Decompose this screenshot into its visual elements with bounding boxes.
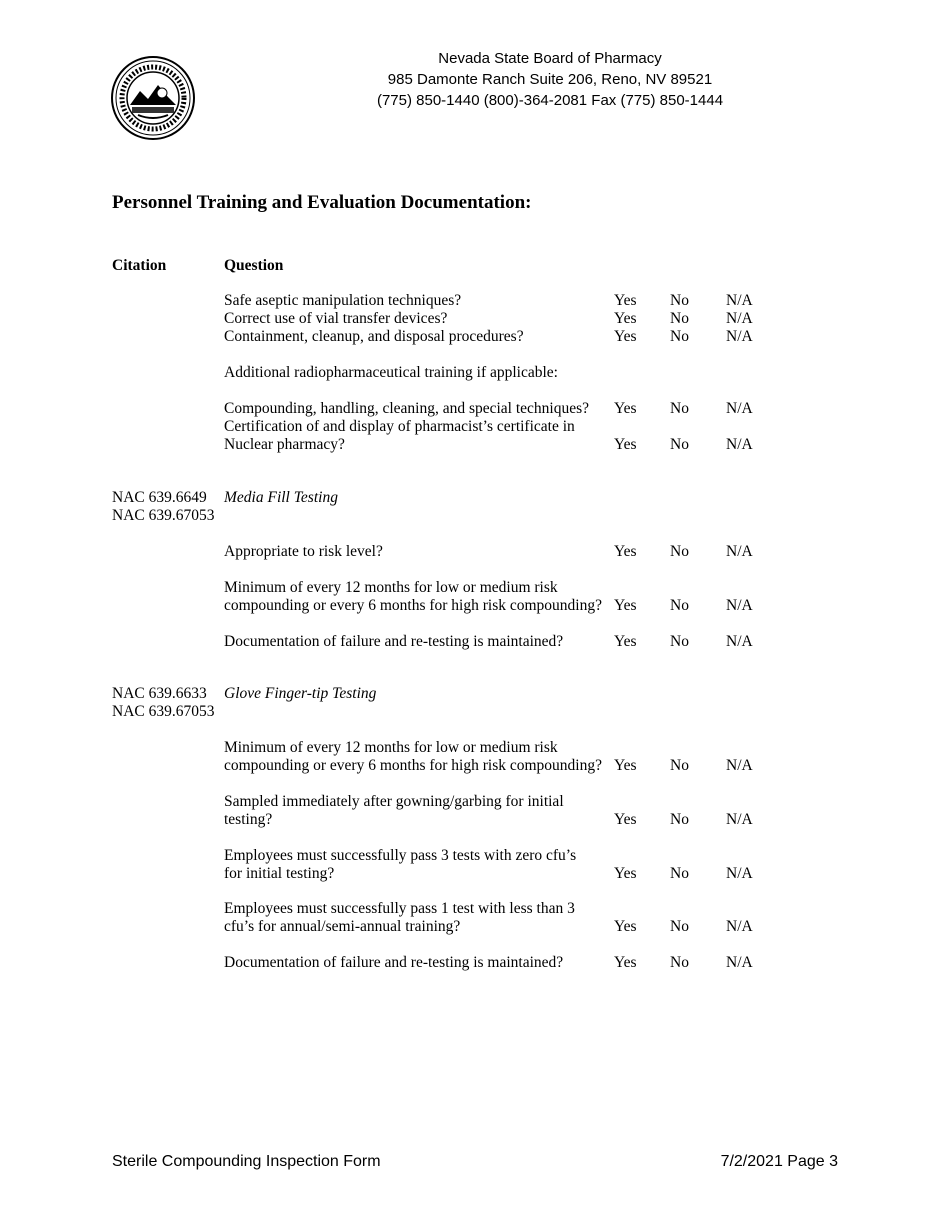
question-text: Sampled immediately after gowning/garbing for initial (224, 793, 564, 810)
subsection-label: Additional radiopharmaceutical training if applicable: (224, 364, 558, 381)
subsection-heading: Media Fill Testing (224, 489, 338, 506)
question-text: Containment, cleanup, and disposal procedures? (224, 328, 524, 345)
question-text: Minimum of every 12 months for low or medium risk (224, 579, 558, 596)
answer-no[interactable]: No (670, 811, 689, 828)
answer-na[interactable]: N/A (726, 954, 753, 971)
answer-yes[interactable]: Yes (614, 918, 637, 935)
answer-no[interactable]: No (670, 292, 689, 309)
nevada-state-seal (110, 55, 196, 141)
answer-yes[interactable]: Yes (614, 292, 637, 309)
citation: NAC 639.6633 (112, 685, 207, 702)
answer-na[interactable]: N/A (726, 811, 753, 828)
answer-na[interactable]: N/A (726, 918, 753, 935)
answer-yes[interactable]: Yes (614, 310, 637, 327)
question-text: Employees must successfully pass 3 tests with zero cfu’s (224, 847, 577, 864)
question-text: Appropriate to risk level? (224, 543, 383, 560)
footer-form-name: Sterile Compounding Inspection Form (112, 1153, 381, 1170)
section-title: Personnel Training and Evaluation Documentation: (112, 192, 532, 213)
question-text: compounding or every 6 months for high risk compounding? (224, 757, 602, 774)
answer-no[interactable]: No (670, 310, 689, 327)
answer-no[interactable]: No (670, 757, 689, 774)
answer-no[interactable]: No (670, 436, 689, 453)
answer-no[interactable]: No (670, 328, 689, 345)
question-text: Nuclear pharmacy? (224, 436, 345, 453)
question-text: Compounding, handling, cleaning, and special techniques? (224, 400, 590, 417)
citation: NAC 639.6649 (112, 489, 207, 506)
citation: NAC 639.67053 (112, 703, 215, 720)
answer-yes[interactable]: Yes (614, 811, 637, 828)
citation-column-header: Citation (112, 257, 167, 274)
question-column-header: Question (224, 257, 284, 274)
answer-no[interactable]: No (670, 865, 689, 882)
org-name: Nevada State Board of Pharmacy (438, 50, 662, 67)
answer-yes[interactable]: Yes (614, 436, 637, 453)
answer-na[interactable]: N/A (726, 436, 753, 453)
answer-na[interactable]: N/A (726, 633, 753, 650)
answer-yes[interactable]: Yes (614, 633, 637, 650)
answer-no[interactable]: No (670, 543, 689, 560)
org-phones: (775) 850-1440 (800)-364-2081 Fax (775) 850-1444 (376, 92, 724, 109)
answer-na[interactable]: N/A (726, 292, 753, 309)
question-text: Correct use of vial transfer devices? (224, 310, 448, 327)
answer-no[interactable]: No (670, 918, 689, 935)
question-text: Documentation of failure and re-testing is maintained? (224, 954, 564, 971)
answer-na[interactable]: N/A (726, 865, 753, 882)
answer-yes[interactable]: Yes (614, 865, 637, 882)
question-text: testing? (224, 811, 273, 828)
question-text: Safe aseptic manipulation techniques? (224, 292, 462, 309)
answer-yes[interactable]: Yes (614, 757, 637, 774)
org-address: 985 Damonte Ranch Suite 206, Reno, NV 89521 (387, 71, 713, 88)
question-text: for initial testing? (224, 865, 335, 882)
answer-no[interactable]: No (670, 597, 689, 614)
answer-no[interactable]: No (670, 633, 689, 650)
answer-yes[interactable]: Yes (614, 597, 637, 614)
footer-date-page: 7/2/2021 Page 3 (720, 1153, 838, 1170)
question-text: Documentation of failure and re-testing is maintained? (224, 633, 564, 650)
answer-na[interactable]: N/A (726, 400, 753, 417)
question-text: Certification of and display of pharmacist’s certificate in (224, 418, 575, 435)
answer-no[interactable]: No (670, 400, 689, 417)
question-text: Employees must successfully pass 1 test with less than 3 (224, 900, 575, 917)
answer-no[interactable]: No (670, 954, 689, 971)
header (250, 48, 850, 111)
answer-yes[interactable]: Yes (614, 400, 637, 417)
question-text: compounding or every 6 months for high risk compounding? (224, 597, 602, 614)
answer-yes[interactable]: Yes (614, 543, 637, 560)
answer-na[interactable]: N/A (726, 543, 753, 560)
answer-yes[interactable]: Yes (614, 328, 637, 345)
answer-yes[interactable]: Yes (614, 954, 637, 971)
answer-na[interactable]: N/A (726, 597, 753, 614)
answer-na[interactable]: N/A (726, 328, 753, 345)
subsection-heading: Glove Finger-tip Testing (224, 685, 377, 702)
question-text: cfu’s for annual/semi-annual training? (224, 918, 461, 935)
answer-na[interactable]: N/A (726, 310, 753, 327)
question-text: Minimum of every 12 months for low or medium risk (224, 739, 558, 756)
citation: NAC 639.67053 (112, 507, 215, 524)
answer-na[interactable]: N/A (726, 757, 753, 774)
